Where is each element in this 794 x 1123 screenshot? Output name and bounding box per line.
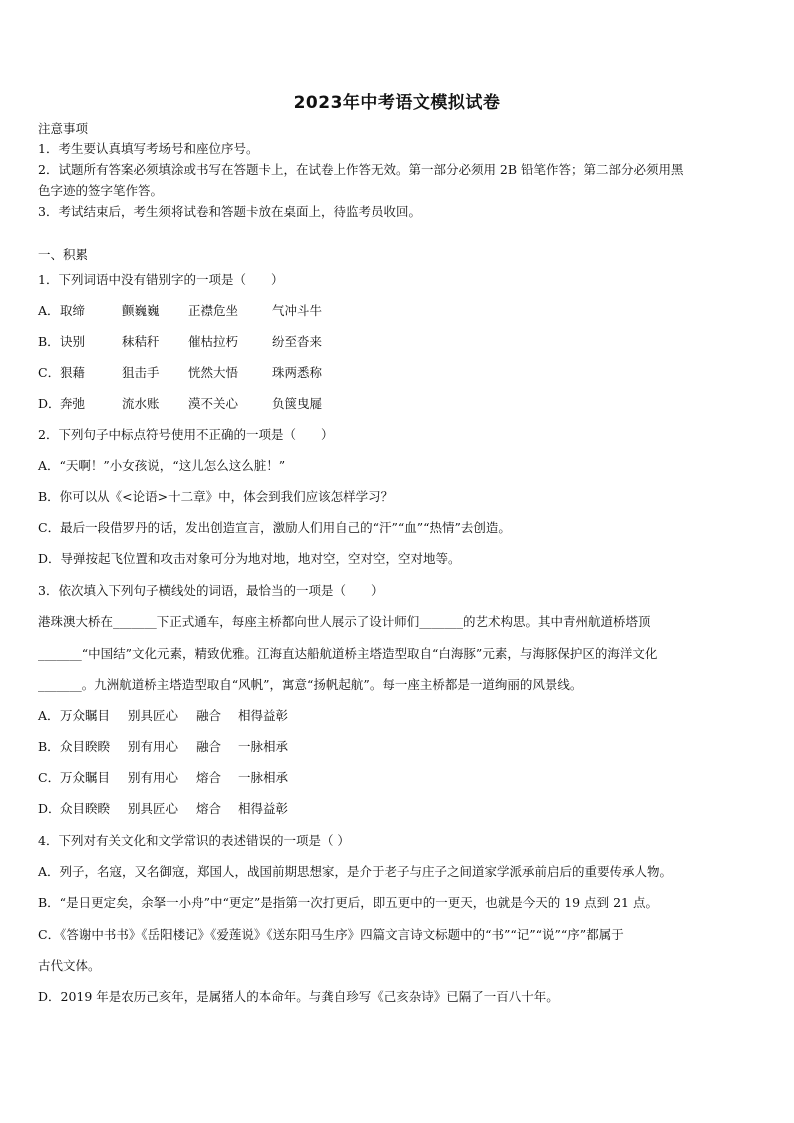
option-word: 秣秸秆	[122, 334, 160, 349]
option-word: 漠不关心	[188, 396, 239, 411]
option-word: 正襟危坐	[188, 303, 239, 318]
q1-option-c	[38, 364, 322, 382]
q3-passage-line: _______。九洲航道桥主塔造型取自“风帆”，寓意“扬帆起航”。每一座主桥都是一道绚丽的风景线。	[38, 677, 583, 692]
q3-option-c	[38, 769, 288, 787]
q2-option-d: D．导弹按起飞位置和攻击对象可分为地对地，地对空，空对空，空对地等。	[38, 551, 461, 566]
option-word: 相得益彰	[238, 708, 289, 723]
option-word: 融合	[196, 739, 222, 754]
question-1-stem: 1．下列词语中没有错别字的一项是（ ）	[38, 272, 284, 287]
notice-item: 色字迹的签字笔作答。	[38, 183, 164, 198]
q2-option-a: A．“天啊！”小女孩说，“这儿怎么这么脏！”	[38, 458, 286, 473]
q1-option-a	[38, 302, 322, 320]
option-word: 狙击手	[122, 365, 160, 380]
option-letter: D．	[38, 396, 61, 411]
option-word: 恍然大悟	[188, 365, 239, 380]
option-word: 负箧曳屣	[272, 396, 323, 411]
option-word: 诀别	[60, 334, 86, 349]
option-word: 狠藉	[60, 365, 86, 380]
option-word: 纷至沓来	[272, 334, 323, 349]
option-letter: A．	[38, 708, 60, 723]
option-letter: D．	[38, 801, 61, 816]
question-3-stem: 3．依次填入下列句子横线处的词语，最恰当的一项是（ ）	[38, 583, 384, 598]
notice-item: 2．试题所有答案必须填涂或书写在答题卡上，在试卷上作答无效。第一部分必须用 2B 铅笔作答；第二部分必须用黑	[38, 162, 684, 177]
option-letter: B．	[38, 739, 60, 754]
option-word: 一脉相承	[238, 770, 289, 785]
q4-option-d: D．2019 年是农历己亥年，是属猪人的本命年。与龚自珍写《己亥杂诗》已隔了一百八十年。	[38, 989, 559, 1004]
option-word: 别有用心	[128, 770, 179, 785]
q3-passage-line: _______“中国结”文化元素，精致优雅。江海直达船航道桥主塔造型取自“白海豚”元素，与海豚保护区的海洋文化	[38, 646, 658, 661]
option-letter: C．	[38, 365, 61, 380]
page-title: 2023年中考语文模拟试卷	[293, 93, 501, 113]
option-word: 众目睽睽	[60, 739, 111, 754]
notice-item: 1．考生要认真填写考场号和座位序号。	[38, 141, 259, 156]
option-letter: B．	[38, 334, 60, 349]
option-letter: C．	[38, 770, 61, 785]
q4-option-a: A．列子，名寇，又名御寇，郑国人，战国前期思想家，是介于老子与庄子之间道家学派承前启后的重要传承人物。	[38, 864, 673, 879]
option-word: 熔合	[196, 770, 222, 785]
option-word: 一脉相承	[238, 739, 289, 754]
option-word: 相得益彰	[238, 801, 289, 816]
option-word: 熔合	[196, 801, 222, 816]
q1-option-d	[38, 395, 322, 413]
q3-option-d	[38, 800, 288, 818]
notice-item: 3．考试结束后，考生须将试卷和答题卡放在桌面上，待监考员收回。	[38, 204, 421, 219]
q4-option-c-cont: 古代文体。	[38, 958, 101, 973]
q2-option-c: C．最后一段借罗丹的话，发出创造宣言，激励人们用自己的“汗”“血”“热情”去创造。	[38, 520, 511, 535]
option-word: 融合	[196, 708, 222, 723]
option-word: 别具匠心	[128, 801, 179, 816]
option-word: 奔弛	[60, 396, 86, 411]
option-word: 流水账	[122, 396, 160, 411]
option-letter: A．	[38, 303, 60, 318]
section-heading: 一、积累	[38, 247, 89, 262]
q1-option-b	[38, 333, 322, 351]
q4-option-c: C．《答谢中书书》《岳阳楼记》《爱莲说》《送东阳马生序》四篇文言诗文标题中的“书”“记”“说”“序”都属于	[38, 927, 624, 942]
q2-option-b: B．你可以从《<论语>十二章》中，体会到我们应该怎样学习？	[38, 489, 394, 504]
option-word: 催枯拉朽	[188, 334, 239, 349]
option-word: 气冲斗牛	[272, 303, 323, 318]
option-word: 别有用心	[128, 739, 179, 754]
notice-heading: 注意事项	[38, 121, 89, 136]
option-word: 珠两悉称	[272, 365, 323, 380]
option-word: 取缔	[60, 303, 86, 318]
option-word: 万众瞩目	[60, 708, 111, 723]
option-word: 众目睽睽	[60, 801, 111, 816]
option-word: 万众瞩目	[60, 770, 111, 785]
question-2-stem: 2．下列句子中标点符号使用不正确的一项是（ ）	[38, 427, 334, 442]
q3-option-a	[38, 707, 288, 725]
option-word: 别具匠心	[128, 708, 179, 723]
q4-option-b: B．“是日更定矣，余拏一小舟”中“更定”是指第一次打更后，即五更中的一更天，也就是今天的 19 点到 21 点。	[38, 895, 658, 910]
option-word: 颤巍巍	[122, 303, 160, 318]
q3-passage-line: 港珠澳大桥在_______下正式通车，每座主桥都向世人展示了设计师们_______的艺术构思。其中青州航道桥塔顶	[38, 614, 651, 629]
q3-option-b	[38, 738, 288, 756]
question-4-stem: 4．下列对有关文化和文学常识的表述错误的一项是（ ）	[38, 833, 350, 848]
